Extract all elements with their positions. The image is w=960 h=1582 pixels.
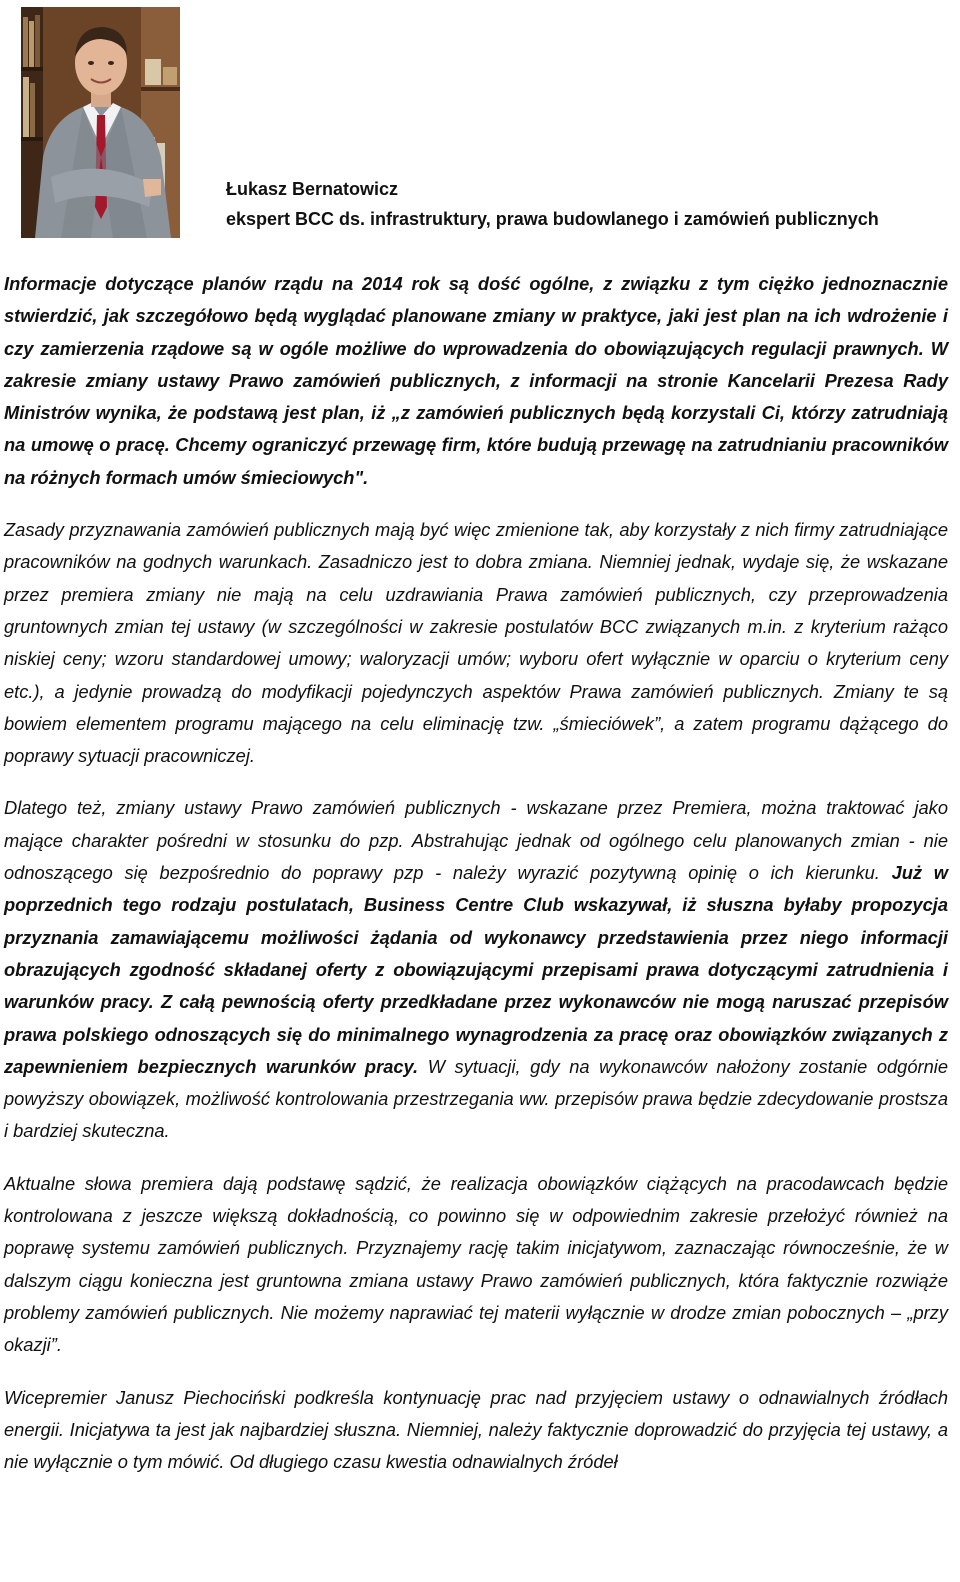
paragraph-text: W sytuacji, gdy na wykonawców nałożony zostanie odgórnie powyższy obowiązek, możliwość kontrolowania przestrzegania ww. przepisów prawa będzie zdecydowanie prostsza i bardziej skuteczna. — [4, 1055, 948, 1142]
paragraph-text: Zasady przyznawania zamówień publicznych mają być więc zmienione tak, aby korzystały z nich firmy zatrudniające pracowników na godnych warunkach. Zasadniczo jest to dobra zmiana. Niemniej jednak, wydaje się, że wskazane przez premiera zmiany nie mają na celu uzdrawiania Prawa zamówień publicznych, czy przeprowadzenia gruntownych zmian tej ustawy (w szczególności w zakresie postulatów BCC związanych m.in. z kryterium rażąco niskiej ceny; wzoru standardowej umowy; waloryzacji umów; wyboru ofert wyłącznie w oparciu o kryterium ceny etc.), a jedynie prowadzą do modyfikacji pojedynczych aspektów Prawa zamówień publicznych. Zmiany te są bowiem elementem programu mającego na celu eliminację tzw. „śmieciówek”, a zatem programu dążącego do poprawy sytuacji pracowniczej. — [4, 519, 948, 767]
article-body — [4, 268, 948, 1498]
author-portrait-image — [21, 7, 180, 238]
article-paragraph — [4, 1382, 948, 1479]
paragraph-text: Wicepremier Janusz Piechociński podkreśla kontynuację prac nad przyjęciem ustawy o odnawialnych źródłach energii. Inicjatywa ta jest jak najbardziej słuszna. Niemniej, należy faktycznie doprowadzić do przyjęcia tej ustawy, a nie wyłącznie o tym mówić. Od długiego czasu kwestia odnawialnych źródeł — [4, 1386, 948, 1473]
author-role: ekspert BCC ds. infrastruktury, prawa budowlanego i zamówień publicznych — [226, 209, 879, 229]
article-paragraph — [4, 268, 948, 494]
paragraph-text: Aktualne słowa premiera dają podstawę sądzić, że realizacja obowiązków ciążących na pracodawcach będzie kontrolowana z jeszcze większą dokładnością, co powinno się w odpowiednim zakresie przełożyć również na poprawę systemu zamówień publicznych. Przyznajemy rację takim inicjatywom, zaznaczając równocześnie, że w dalszym ciągu konieczna jest gruntowna zmiana ustawy Prawo zamówień publicznych, która faktycznie rozwiąże problemy zamówień publicznych. Nie możemy naprawiać tej materii wyłącznie w drodze zmian pobocznych – „przy okazji”. — [4, 1172, 948, 1356]
article-paragraph — [4, 792, 948, 1147]
emphasized-text: Informacje dotyczące planów rządu na 2014 rok są dość ogólne, z związku z tym ciężko jednoznacznie stwierdzić, jak szczegółowo będą wyglądać planowane zmiany w praktyce, jaki jest plan na ich wdrożenie i czy zamierzenia rządowe są w ogóle możliwe do wprowadzenia do obowiązujących regulacji prawnych. W zakresie zmiany ustawy Prawo zamówień publicznych, z informacji na stronie Kancelarii Prezesa Rady Ministrów wynika, że podstawą jest plan, iż „z zamówień publicznych będą korzystali Ci, którzy zatrudniają na umowę o pracę. Chcemy ograniczyć przewagę firm, które budują przewagę na zatrudnianiu pracowników na różnych formach umów śmieciowych". — [4, 273, 948, 488]
article-paragraph — [4, 1168, 948, 1362]
article-paragraph — [4, 514, 948, 772]
paragraph-text: Dlatego też, zmiany ustawy Prawo zamówień publicznych - wskazane przez Premiera, można traktować jako mające charakter pośredni w stosunku do pzp. Abstrahując jednak od ogólnego celu planowanych zmian - nie odnoszącego się bezpośrednio do poprawy pzp - należy wyrazić pozytywną opinię o ich kierunku. — [4, 797, 948, 884]
author-name: Łukasz Bernatowicz — [226, 179, 399, 199]
author-photo — [21, 7, 180, 238]
author-block — [226, 174, 879, 234]
emphasized-text: Już w poprzednich tego rodzaju postulatach, Business Centre Club wskazywał, iż słuszna byłaby propozycja przyznania zamawiającemu możliwości żądania od wykonawcy przedstawienia przez niego informacji obrazujących zgodność składanej oferty z obowiązującymi przepisami prawa dotyczącymi zatrudnienia i warunków pracy. Z całą pewnością oferty przedkładane przez wykonawców nie mogą naruszać przepisów prawa polskiego odnoszących się do minimalnego wynagrodzenia za pracę oraz obowiązków związanych z zapewnieniem bezpiecznych warunków pracy. — [4, 862, 948, 1077]
